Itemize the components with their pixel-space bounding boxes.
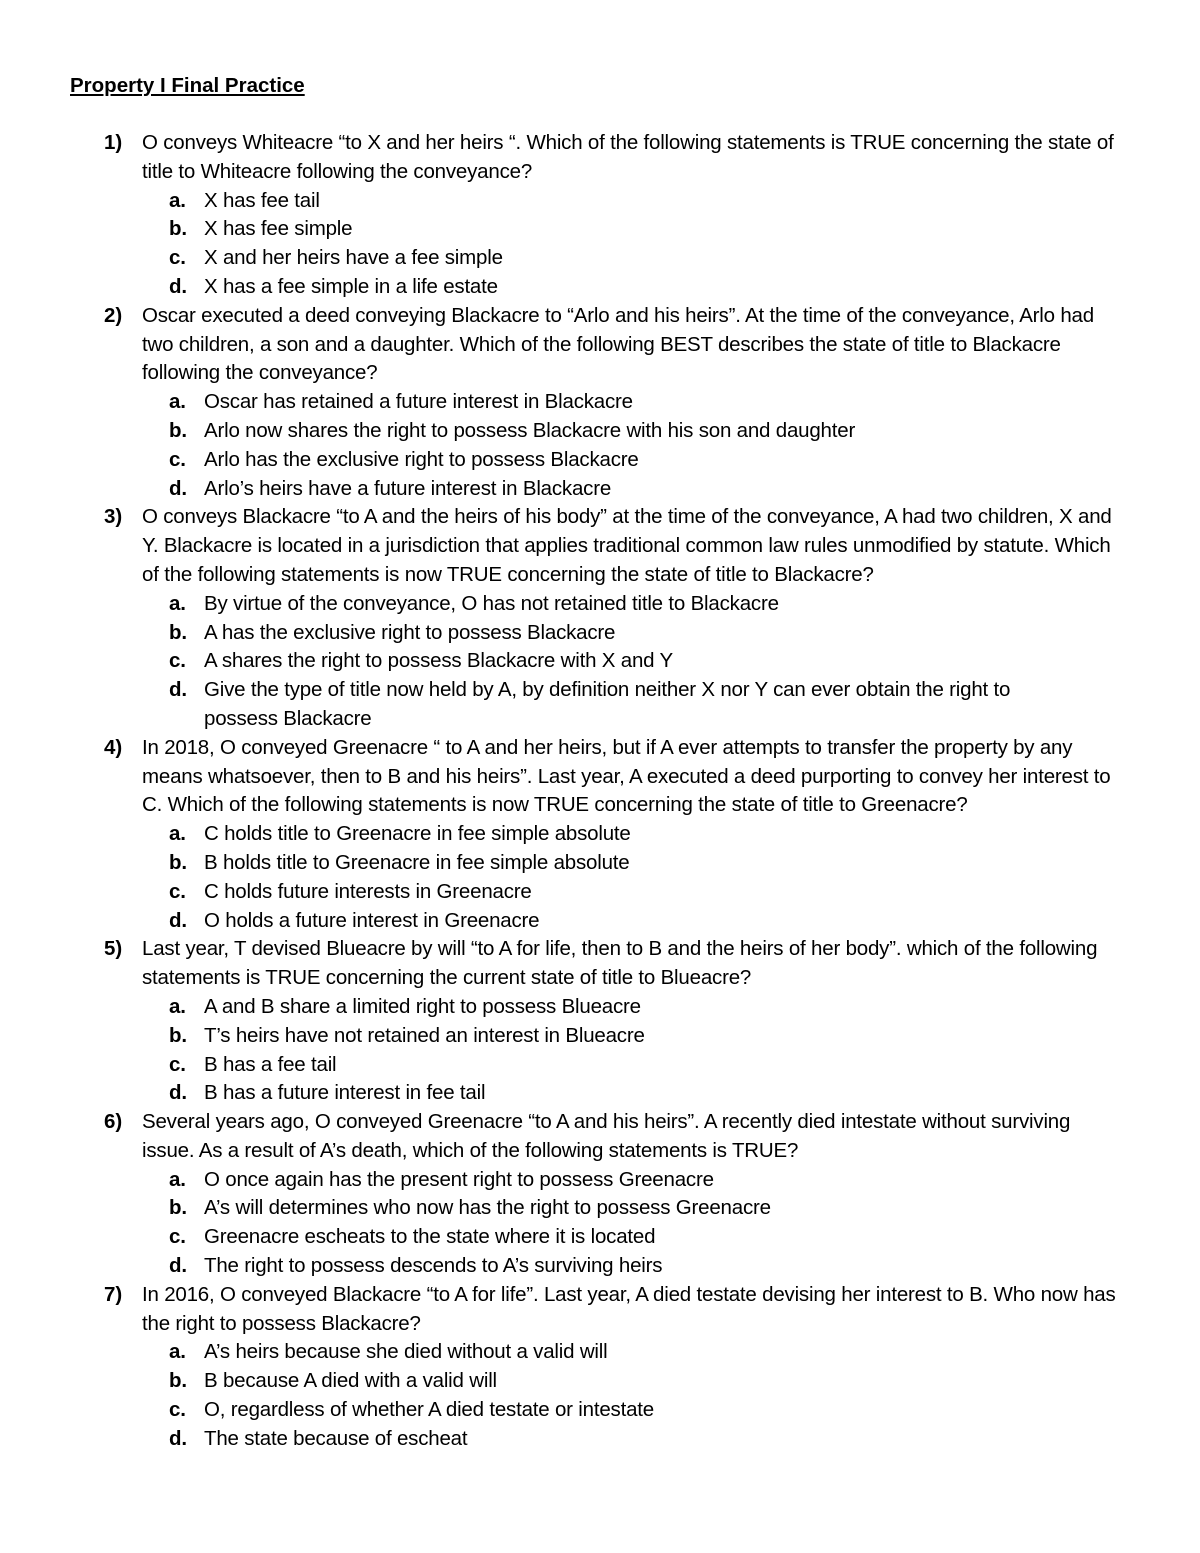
option-text: Give the type of title now held by A, by definition neither X nor Y can ever obtain the right to possess Blackacre: [204, 678, 1011, 730]
option-text: C holds title to Greenacre in fee simple absolute: [204, 822, 631, 846]
option-text: A’s heirs because she died without a valid will: [204, 1340, 608, 1364]
option-letter: b.: [169, 850, 187, 874]
option-letter: c.: [169, 246, 186, 270]
answer-option: [142, 590, 1120, 619]
option-text: X has a fee simple in a life estate: [204, 274, 498, 298]
option-letter: b.: [169, 1369, 187, 1393]
answer-option: [142, 215, 1120, 244]
answer-options: [142, 187, 1120, 302]
answer-options: [142, 1166, 1120, 1281]
option-text: Arlo’s heirs have a future interest in Blackacre: [204, 476, 612, 500]
answer-option: [142, 1194, 1120, 1223]
question-number: 3): [104, 505, 123, 529]
option-letter: c.: [169, 879, 186, 903]
option-letter: b.: [169, 1196, 187, 1220]
question-text: Several years ago, O conveyed Greenacre “to A and his heirs”. A recently died intestate without surviving issue. As a result of A’s death, which of the following statements is TRUE?: [142, 1110, 1071, 1162]
option-letter: b.: [169, 217, 187, 241]
option-letter: a.: [169, 822, 186, 846]
question-text: In 2018, O conveyed Greenacre “ to A and her heirs, but if A ever attempts to transfer the property by any means whatsoever, then to B and his heirs”. Last year, A executed a deed purporting to convey her interest to C. Which of the following statements is now TRUE concerning the state of title to Greenacre?: [142, 735, 1111, 817]
option-text: Arlo has the exclusive right to possess Blackacre: [204, 447, 639, 471]
option-letter: c.: [169, 1225, 186, 1249]
question-6: [0, 1108, 1200, 1281]
option-text: O once again has the present right to possess Greenacre: [204, 1167, 714, 1191]
answer-options: [142, 820, 1120, 935]
option-text: B has a future interest in fee tail: [204, 1081, 486, 1105]
question-5: [0, 935, 1200, 1108]
option-text: B has a fee tail: [204, 1052, 337, 1076]
answer-option: [142, 417, 1120, 446]
answer-options: [142, 590, 1120, 734]
option-letter: a.: [169, 1167, 186, 1191]
option-letter: d.: [169, 678, 187, 702]
option-text: A shares the right to possess Blackacre with X and Y: [204, 649, 673, 673]
answer-option: [142, 1166, 1120, 1195]
option-letter: b.: [169, 418, 187, 442]
answer-option: [142, 388, 1120, 417]
option-text: A has the exclusive right to possess Blackacre: [204, 620, 616, 644]
option-text: A’s will determines who now has the right to possess Greenacre: [204, 1196, 771, 1220]
option-text: The right to possess descends to A’s surviving heirs: [204, 1254, 663, 1278]
question-1: [0, 129, 1200, 302]
option-text: A and B share a limited right to possess Blueacre: [204, 994, 641, 1018]
answer-option: [142, 878, 1120, 907]
question-number: 1): [104, 131, 123, 154]
option-letter: d.: [169, 1426, 187, 1450]
option-letter: c.: [169, 1398, 186, 1422]
answer-option: [142, 1367, 1120, 1396]
option-letter: c.: [169, 649, 186, 673]
option-letter: b.: [169, 1023, 187, 1047]
answer-option: [142, 820, 1120, 849]
question-text: O conveys Whiteacre “to X and her heirs “. Which of the following statements is TRUE concerning the state of title to Whiteacre following the conveyance?: [142, 131, 1114, 183]
option-text: X and her heirs have a fee simple: [204, 246, 503, 270]
question-number: 6): [104, 1110, 123, 1134]
question-text: In 2016, O conveyed Blackacre “to A for life”. Last year, A died testate devising her interest to B. Who now has the right to possess Blackacre?: [142, 1282, 1116, 1335]
question-number: 5): [104, 937, 123, 961]
option-letter: d.: [169, 1081, 187, 1105]
question-number: 2): [104, 303, 123, 327]
answer-option: [142, 273, 1120, 302]
answer-options: [142, 388, 1120, 503]
answer-option: [142, 647, 1120, 676]
option-letter: b.: [169, 620, 187, 644]
answer-option: [142, 849, 1120, 878]
question-number: 4): [104, 735, 123, 759]
question-number: 7): [104, 1282, 123, 1306]
option-text: O, regardless of whether A died testate or intestate: [204, 1398, 654, 1422]
option-text: B because A died with a valid will: [204, 1369, 497, 1393]
answer-option: [142, 993, 1120, 1022]
question-4: [0, 734, 1200, 936]
answer-options: [142, 993, 1120, 1108]
question-list: [0, 129, 1200, 1454]
question-3: [0, 503, 1200, 733]
option-text: T’s heirs have not retained an interest in Blueacre: [204, 1023, 645, 1047]
answer-option: [142, 1022, 1120, 1051]
answer-options: [142, 1338, 1120, 1453]
answer-option: [142, 1252, 1120, 1281]
answer-option: [142, 1051, 1120, 1080]
option-letter: d.: [169, 1254, 187, 1278]
option-letter: c.: [169, 1052, 186, 1076]
option-letter: a.: [169, 994, 186, 1018]
option-letter: d.: [169, 274, 187, 298]
answer-option: [142, 619, 1120, 648]
option-text: O holds a future interest in Greenacre: [204, 908, 540, 932]
answer-option: [142, 1079, 1120, 1108]
question-text: Last year, T devised Blueacre by will “to A for life, then to B and the heirs of her body”. which of the following statements is TRUE concerning the current state of title to Blueacre?: [142, 937, 1098, 990]
option-text: Arlo now shares the right to possess Blackacre with his son and daughter: [204, 418, 856, 442]
option-text: C holds future interests in Greenacre: [204, 879, 532, 903]
answer-option: [142, 1223, 1120, 1252]
answer-option: [142, 244, 1120, 273]
option-letter: d.: [169, 908, 187, 932]
question-text: O conveys Blackacre “to A and the heirs of his body” at the time of the conveyance, A had two children, X and Y. Blackacre is located in a jurisdiction that applies traditional common law rules unmodified by statute. Which of the following statements is now TRUE concerning the state of title to Blackacre?: [142, 505, 1112, 586]
answer-option: [142, 907, 1120, 936]
option-letter: d.: [169, 476, 187, 500]
option-text: B holds title to Greenacre in fee simple absolute: [204, 850, 630, 874]
option-letter: a.: [169, 591, 186, 615]
option-text: Greenacre escheats to the state where it is located: [204, 1225, 656, 1249]
question-text: Oscar executed a deed conveying Blackacre to “Arlo and his heirs”. At the time of the conveyance, Arlo had two children, a son and a daughter. Which of the following BEST describes the state of title to Blackacre following the conveyance?: [142, 303, 1094, 385]
answer-option: [142, 1338, 1120, 1367]
answer-option: [142, 446, 1120, 475]
option-text: Oscar has retained a future interest in Blackacre: [204, 390, 633, 414]
page-title: Property I Final Practice: [70, 74, 305, 97]
option-letter: a.: [169, 1340, 186, 1364]
question-7: [0, 1281, 1200, 1454]
option-letter: c.: [169, 447, 186, 471]
option-text: X has fee simple: [204, 217, 353, 241]
option-letter: a.: [169, 188, 186, 212]
option-text: The state because of escheat: [204, 1426, 468, 1450]
option-text: X has fee tail: [204, 188, 320, 212]
option-text: By virtue of the conveyance, O has not retained title to Blackacre: [204, 591, 779, 615]
answer-option: [142, 1425, 1120, 1454]
question-2: [0, 302, 1200, 504]
answer-option: [142, 676, 1120, 734]
answer-option: [142, 475, 1120, 504]
answer-option: [142, 187, 1120, 216]
option-letter: a.: [169, 390, 186, 414]
answer-option: [142, 1396, 1120, 1425]
